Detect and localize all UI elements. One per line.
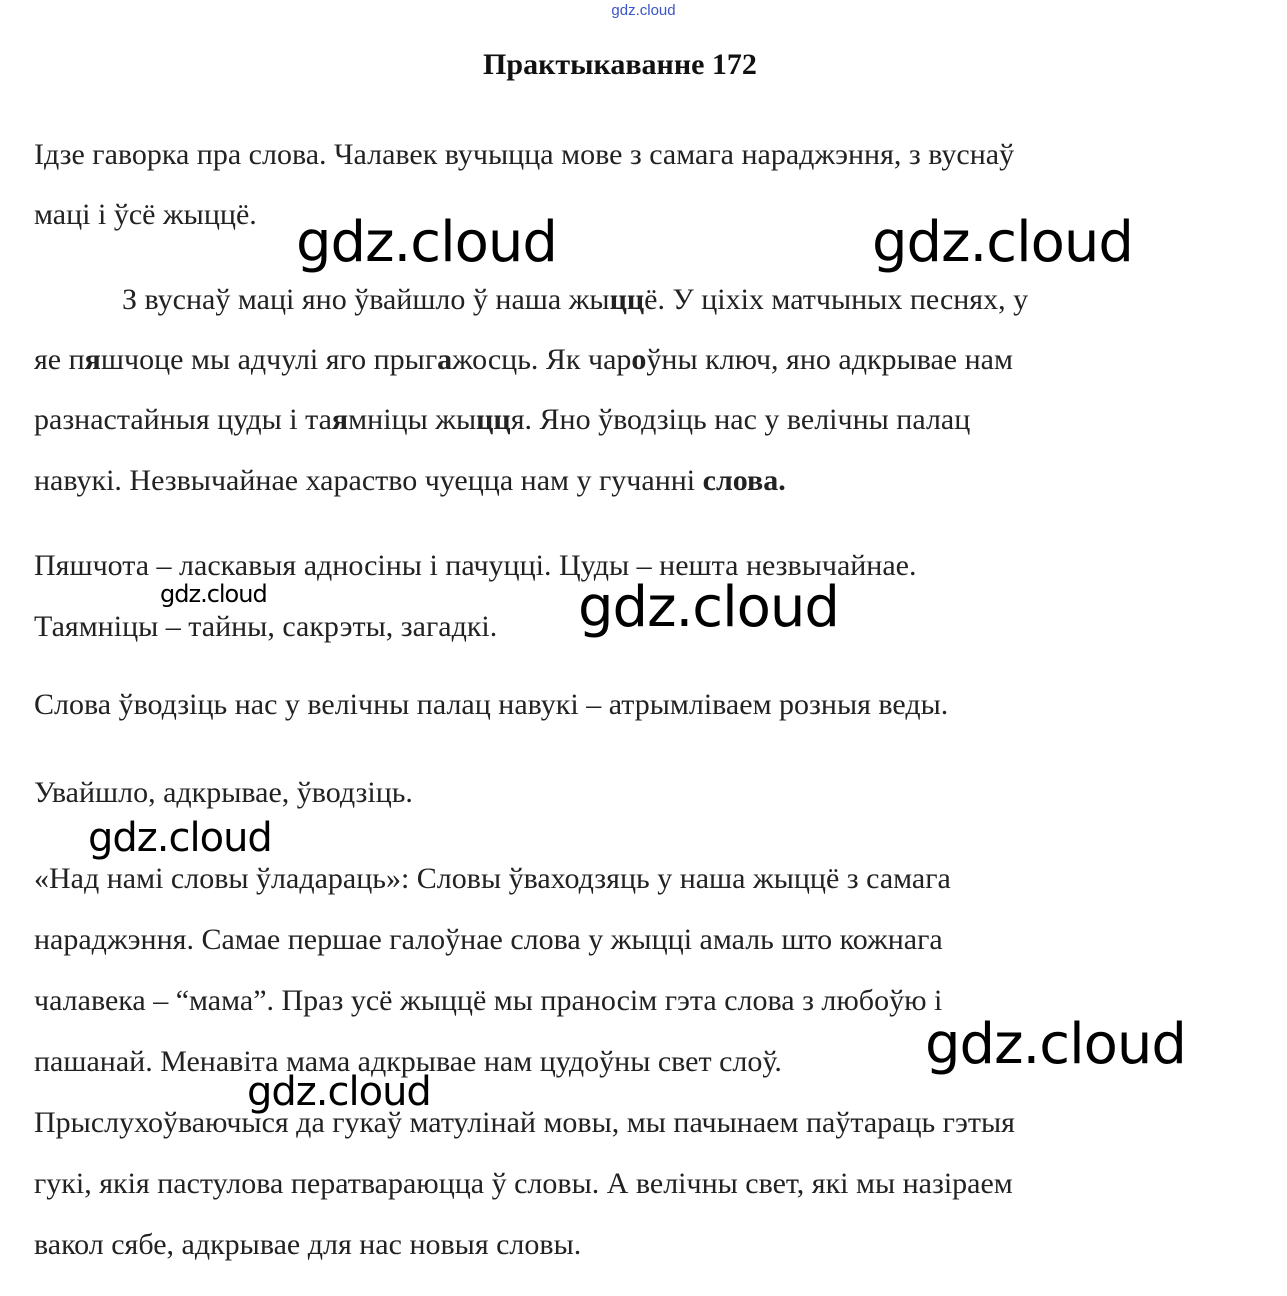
highlighted-letters: а xyxy=(437,343,453,376)
text-fragment: разнастайныя цуды і та xyxy=(34,403,332,436)
meaning-line-1: Слова ўводзіць нас у велічны палац навукі – атрымліваем розныя веды. xyxy=(34,688,949,721)
text-fragment: жосць. Як чар xyxy=(452,343,632,376)
paragraph-1-line-2: маці і ўсё жыццё. xyxy=(34,198,257,231)
text-fragment: З вуснаў маці яно ўвайшло ў наша жы xyxy=(122,283,610,316)
paragraph-2-line-1 xyxy=(122,285,1028,315)
text-fragment: мніцы жы xyxy=(348,403,477,436)
definitions-line-1: Пяшчота – ласкавыя адносіны і пачуцці. Цуды – нешта незвычайнае. xyxy=(34,549,917,582)
essay-line-2: нараджэння. Самае першае галоўнае слова у жыцці амаль што кожнага xyxy=(34,923,943,956)
paragraph-2-line-2 xyxy=(34,345,1013,375)
definitions-line-2: Таямніцы – тайны, сакрэты, загадкі. xyxy=(34,610,498,643)
text-fragment: шчоце мы адчулі яго прыг xyxy=(100,343,438,376)
highlighted-letters: я xyxy=(331,403,349,436)
essay-line-7: вакол сябе, адкрывае для нас новыя словы. xyxy=(34,1228,582,1261)
watermark: gdz.cloud xyxy=(925,1012,1186,1077)
page-title: Практыкаванне 172 xyxy=(483,48,757,81)
paragraph-1-line-1: Ідзе гаворка пра слова. Чалавек вучыцца мове з самага нараджэння, з вуснаў xyxy=(34,138,1015,171)
watermark: gdz.cloud xyxy=(88,815,272,861)
paragraph-2-line-4 xyxy=(34,466,786,496)
site-link[interactable]: gdz.cloud xyxy=(611,2,676,19)
text-fragment: навукі. Незвычайнае хараство чуецца нам у гучанні xyxy=(34,464,703,497)
watermark: gdz.cloud xyxy=(578,575,839,640)
essay-line-4: пашанай. Менавіта мама адкрывае нам цудоўны свет слоў. xyxy=(34,1045,782,1078)
highlighted-letters: цц xyxy=(609,283,645,316)
essay-line-3: чалавека – “мама”. Праз усё жыццё мы праносім гэта слова з любоўю і xyxy=(34,984,943,1017)
essay-line-6: гукі, якія пастулова ператвараюцца ў словы. А велічны свет, які мы назіраем xyxy=(34,1167,1013,1200)
watermark: gdz.cloud xyxy=(872,210,1133,275)
verbs-line-1: Увайшло, адкрывае, ўводзіць. xyxy=(34,776,413,809)
highlighted-letters: цц xyxy=(476,403,511,436)
essay-line-1: «Над намі словы ўладараць»: Словы ўваходзяць у наша жыццё з самага xyxy=(34,862,951,895)
highlighted-word: слова. xyxy=(702,464,786,497)
text-fragment: я. Яно ўводзіць нас у велічны палац xyxy=(510,403,971,436)
watermark: gdz.cloud xyxy=(160,580,267,608)
essay-line-5: Прыслухоўваючыся да гукаў матулінай мовы, мы пачынаем паўтараць гэтыя xyxy=(34,1106,1015,1139)
watermark: gdz.cloud xyxy=(296,210,557,275)
highlighted-letters: о xyxy=(631,343,647,376)
highlighted-letters: я xyxy=(84,343,101,376)
watermark: gdz.cloud xyxy=(247,1069,431,1115)
text-fragment: ўны ключ, яно адкрывае нам xyxy=(646,343,1013,376)
paragraph-2-line-3 xyxy=(34,405,970,435)
text-fragment: яе п xyxy=(34,343,85,376)
text-fragment: ё. У ціхіх матчыных песнях, у xyxy=(644,283,1029,316)
